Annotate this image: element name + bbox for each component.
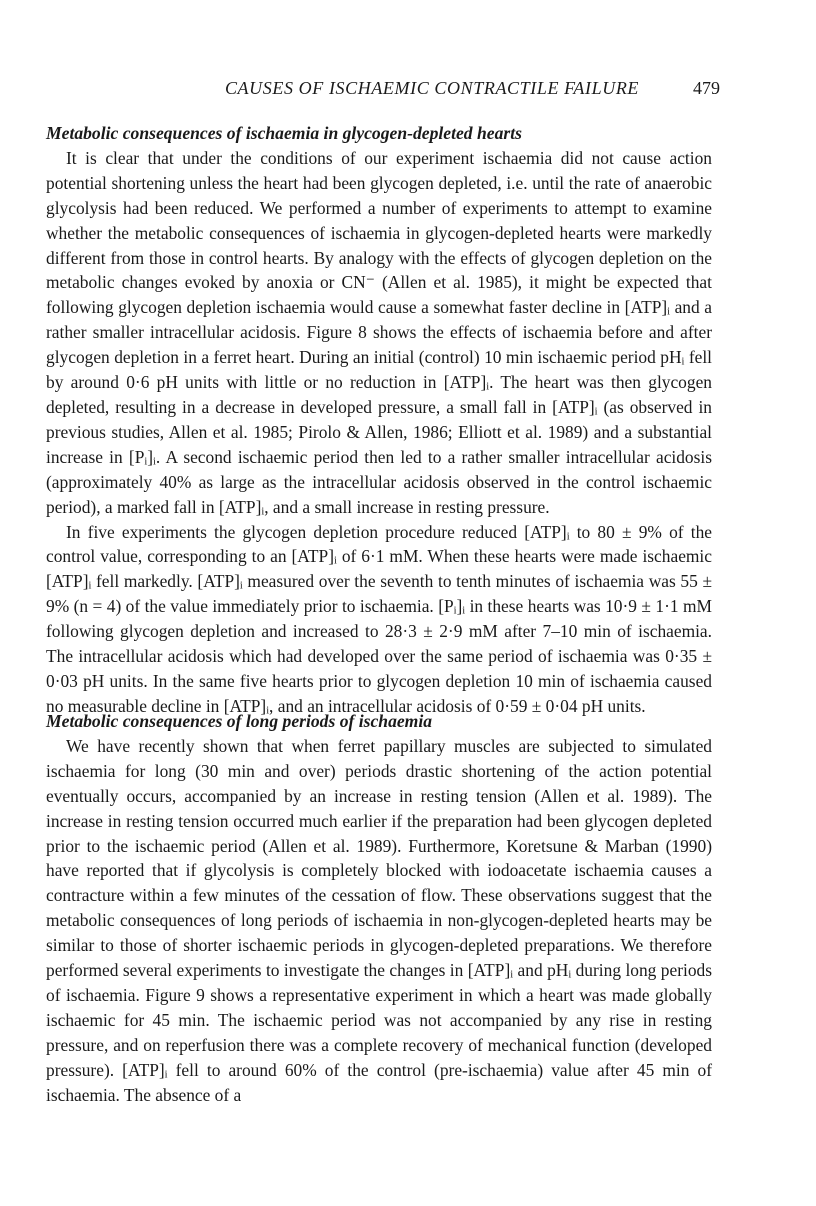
section-glycogen-depleted [46,121,712,719]
body-paragraph: It is clear that under the conditions of our experiment ischaemia did not cause action potential shortening unless the heart had been glycogen depleted, i.e. until the rate of anaerobic glycolysis had been reduced. We performed a number of experiments to attempt to examine whether the metabolic consequences of ischaemia in glycogen-depleted hearts were markedly different from those in control hearts. By analogy with the effects of glycogen depletion on the metabolic changes evoked by anoxia or CN⁻ (Allen et al. 1985), it might be expected that following glycogen depletion ischaemia would cause a somewhat faster decline in [ATP]ᵢ and a rather smaller intracellular acidosis. Figure 8 shows the effects of ischaemia before and after glycogen depletion in a ferret heart. During an initial (control) 10 min ischaemic period pHᵢ fell by around 0·6 pH units with little or no reduction in [ATP]ᵢ. The heart was then glycogen depleted, resulting in a decrease in developed pressure, a small fall in [ATP]ᵢ (as observed in previous studies, Allen et al. 1985; Pirolo & Allen, 1986; Elliott et al. 1989) and a substantial increase in [Pᵢ]ᵢ. A second ischaemic period then led to a rather smaller intracellular acidosis (approximately 40% as large as the intracellular acidosis observed in the control ischaemic period), a marked fall in [ATP]ᵢ, and a small increase in resting pressure. [46,147,712,517]
body-paragraph: We have recently shown that when ferret papillary muscles are subjected to simulated ischaemia for long (30 min and over) periods drastic shortening of the action potential eventually occurs, accompanied by an increase in resting tension (Allen et al. 1989). The increase in resting tension occurred much earlier if the preparation had been glycogen depleted prior to the ischaemic period (Allen et al. 1989). Furthermore, Koretsune & Marban (1990) have reported that if glycolysis is completely blocked with iodoacetate ischaemia causes a contracture within a few minutes of the cessation of flow. These observations suggest that the metabolic consequences of long periods of ischaemia in non-glycogen-depleted hearts may be similar to those of shorter ischaemic periods in glycogen-depleted preparations. We therefore performed several experiments to investigate the changes in [ATP]ᵢ and pHᵢ during long periods of ischaemia. Figure 9 shows a representative experiment in which a heart was made globally ischaemic for 45 min. The ischaemic period was not accompanied by any rise in resting pressure, and on reperfusion there was a complete recovery of mechanical function (developed pressure). [ATP]ᵢ fell to around 60% of the control (pre-ischaemia) value after 45 min of ischaemia. The absence of a [46,735,712,1105]
page-number: 479 [693,78,720,98]
body-paragraph: In five experiments the glycogen depletion procedure reduced [ATP]ᵢ to 80 ± 9% of the control value, corresponding to an [ATP]ᵢ of 6·1 mM. When these hearts were made ischaemic [ATP]ᵢ fell markedly. [ATP]ᵢ measured over the seventh to tenth minutes of ischaemia was 55 ± 9% (n = 4) of the value immediately prior to ischaemia. [Pᵢ]ᵢ in these hearts was 10·9 ± 1·1 mM following glycogen depletion and increased to 28·3 ± 2·9 mM after 7–10 min of ischaemia. The intracellular acidosis which had developed over the same period of ischaemia was 0·35 ± 0·03 pH units. In the same five hearts prior to glycogen depletion 10 min of ischaemia caused no measurable decline in [ATP]ᵢ, and an intracellular acidosis of 0·59 ± 0·04 pH units. [46,521,712,716]
section-heading: Metabolic consequences of ischaemia in glycogen-depleted hearts [46,123,522,143]
running-head-title: CAUSES OF ISCHAEMIC CONTRACTILE FAILURE [224,78,640,98]
section-long-ischaemia [46,709,712,1108]
section-heading: Metabolic consequences of long periods of ischaemia [46,711,433,731]
